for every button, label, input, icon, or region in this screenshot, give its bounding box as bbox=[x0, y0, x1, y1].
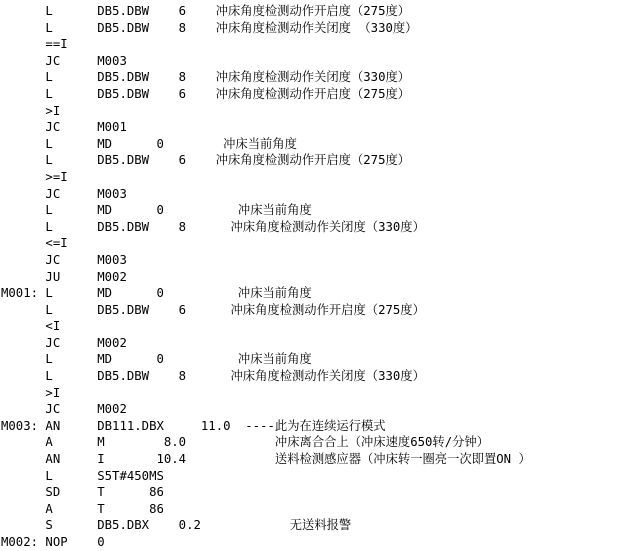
code-line: JC M001 bbox=[1, 120, 127, 135]
code-line: >I bbox=[1, 385, 61, 400]
code-line: AN I 10.4 送料检测感应器（冲床转一圈亮一次即置ON ） bbox=[1, 452, 531, 467]
code-line: L DB5.DBW 6 冲床角度检测动作开启度（275度） bbox=[1, 4, 411, 18]
code-line: JC M002 bbox=[1, 335, 127, 350]
code-line: L DB5.DBW 8 冲床角度检测动作关闭度（330度） bbox=[1, 219, 425, 234]
code-line: L DB5.DBW 8 冲床角度检测动作关闭度（330度） bbox=[1, 369, 425, 384]
code-line: L DB5.DBW 6 冲床角度检测动作开启度（275度） bbox=[1, 86, 411, 101]
code-line-labeled-m003: M003: AN DB111.DBX 11.0 ----此为在连续运行模式 bbox=[1, 418, 386, 433]
code-line: L DB5.DBW 8 冲床角度检测动作关闭度 （330度） bbox=[1, 20, 418, 35]
code-line-labeled-m001: M001: L MD 0 冲床当前角度 bbox=[1, 286, 312, 301]
code-line: JU M002 bbox=[1, 269, 127, 284]
code-line: JC M003 bbox=[1, 53, 127, 68]
code-line: <I bbox=[1, 319, 61, 334]
code-line: JC M002 bbox=[1, 402, 127, 417]
code-line: >=I bbox=[1, 169, 68, 184]
code-line: S DB5.DBX 0.2 无送料报警 bbox=[1, 518, 352, 533]
code-line: L S5T#450MS bbox=[1, 468, 164, 483]
code-line-labeled-m002: M002: NOP 0 bbox=[1, 535, 105, 549]
code-line: L MD 0 冲床当前角度 bbox=[1, 203, 312, 218]
code-line: JC M003 bbox=[1, 186, 127, 201]
code-line: A T 86 bbox=[1, 501, 164, 516]
code-line: L MD 0 冲床当前角度 bbox=[1, 352, 312, 367]
code-line: L MD 0 冲床当前角度 bbox=[1, 136, 297, 151]
code-line: JC M003 bbox=[1, 252, 127, 267]
code-line: >I bbox=[1, 103, 61, 118]
code-line: SD T 86 bbox=[1, 485, 164, 500]
code-line: ==I bbox=[1, 37, 68, 52]
code-line: <=I bbox=[1, 236, 68, 251]
code-line: A M 8.0 冲床离合合上（冲床速度650转/分钟） bbox=[1, 435, 489, 450]
code-line: L DB5.DBW 8 冲床角度检测动作关闭度（330度） bbox=[1, 70, 411, 85]
code-line: L DB5.DBW 6 冲床角度检测动作开启度（275度） bbox=[1, 153, 411, 168]
code-line: L DB5.DBW 6 冲床角度检测动作开启度（275度） bbox=[1, 302, 425, 317]
